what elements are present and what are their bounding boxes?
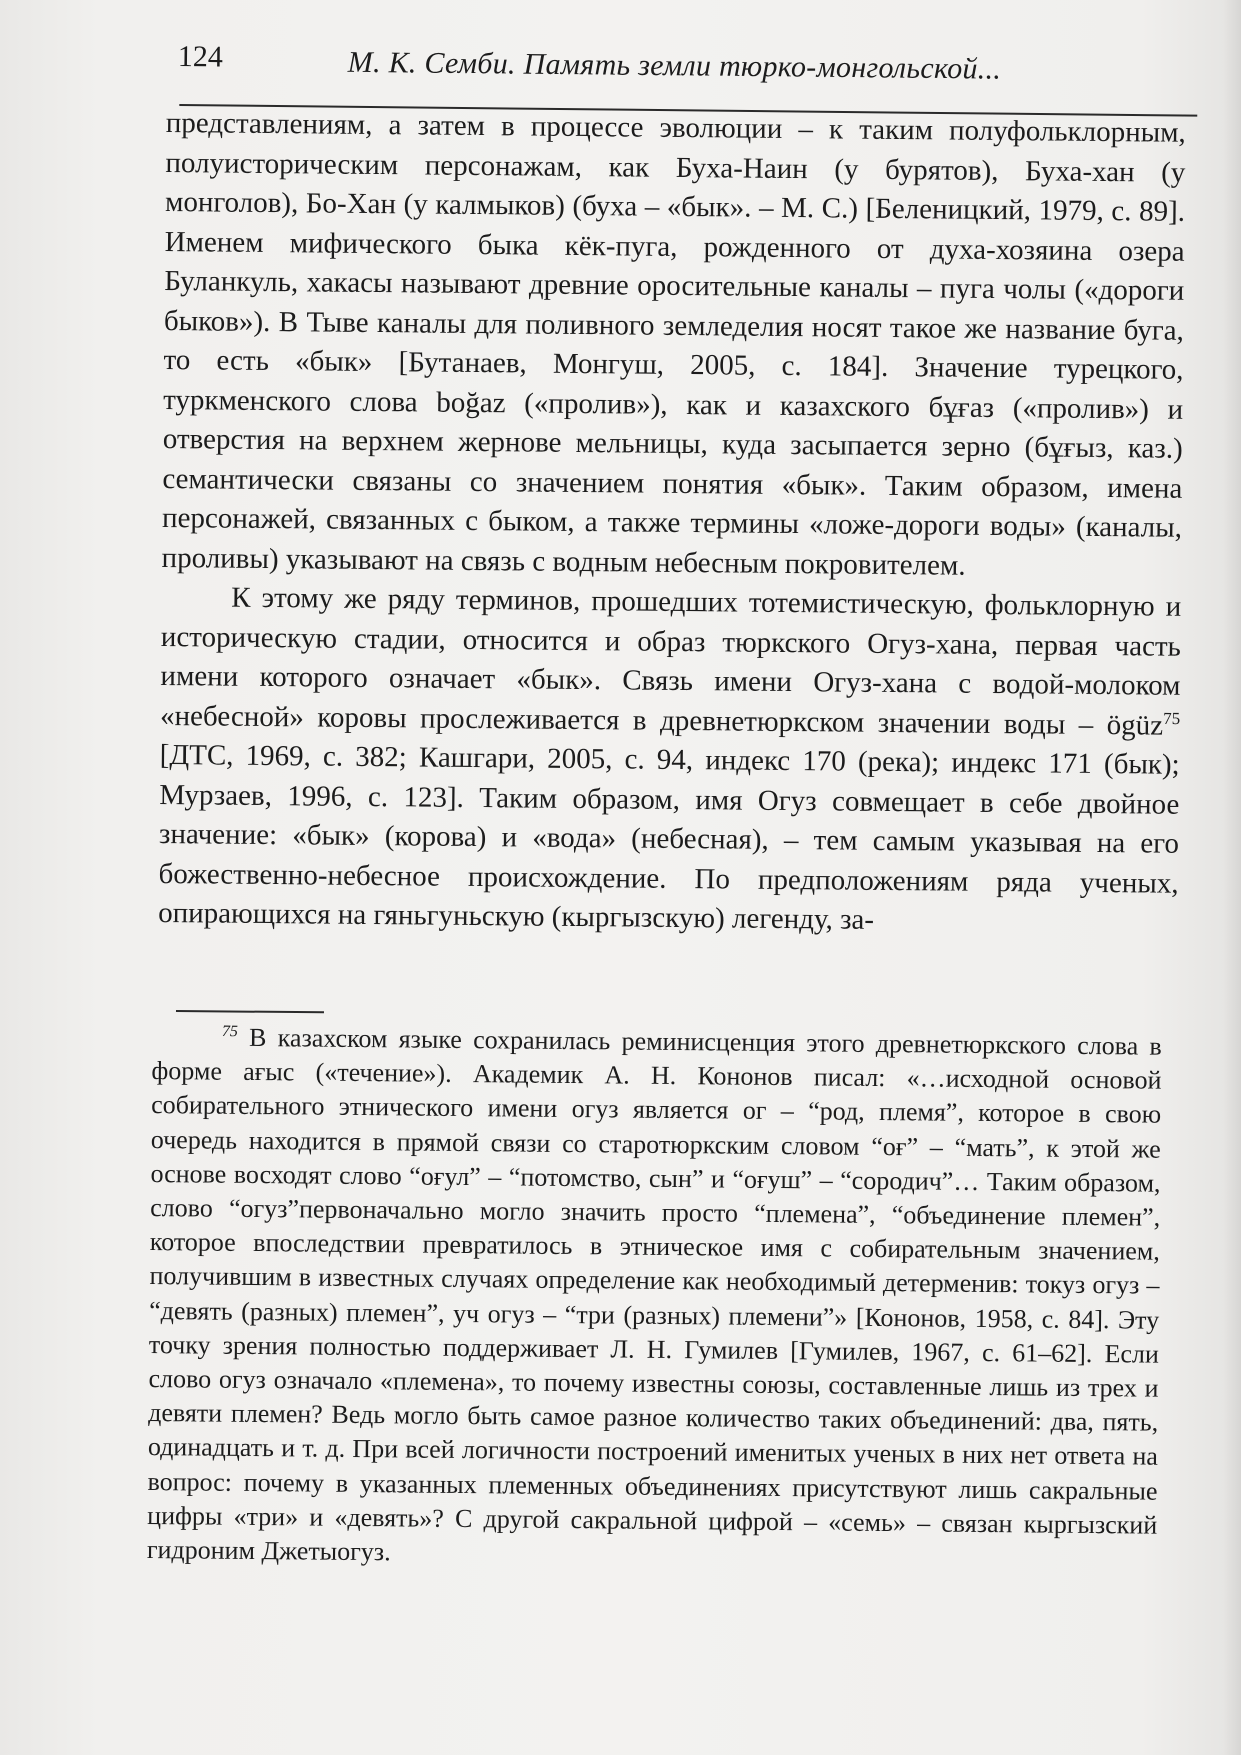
footnote-paragraph bbox=[147, 1020, 1162, 1577]
footnote-text: В казахском языке сохранилась реминисценция этого древнетюркского слова в форме ағыс («течение»). Академик А. Н. Кононов писал: «…исходной основой собирательного этнического имени огуз является ог – “род, племя”, которое в свою очередь находится в прямой связи со старотюркским словом “оғ” – “мать”, к этой же основе восходят слово “оғул” – “потомство, сын” и “оғуш” – “сородич”… Таким образом, слово “огуз”первоначально могло значить просто “племена”, “объединение племен”, которое впоследствии превратилось в этническое имя с собирательным значением, получившим в известных случаях определение как необходимый детерменив: токуз огуз – “девять (разных) племен”, уч огуз – “три (разных) племени”» [Кононов, 1958, с. 84]. Эту точку зрения полностью поддерживает Л. Н. Гумилев [Гумилев, 1967, с. 61–62]. Если слово огуз означало «племена», то почему известны союзы, составленные лишь из трех и девяти племен? Ведь могло быть самое разное количество таких объединений: два, пять, одинадцать и т. д. При всей логичности построений именитых ученых в них нет ответа на вопрос: почему в указанных племенных объединениях присутствуют лишь сакральные цифры «три» и «девять»? С другой сакральной цифрой – «семь» – связан кыргызский гидроним Джетыогуз. bbox=[146, 1022, 1162, 1567]
paragraph: представлениям, а затем в процессе эволюции – к таким полуфольклорным, полуисторическим персонажам, как Буха-Наин (у бурятов), Буха-хан (у монголов), Бо-Хан (у калмыков) (буха – «бык». – М. С.) [Беленицкий, 1979, с. 89]. Именем мифического быка кёк-пуга, рожденного от духа-хозяина озера Буланкуль, хакасы называют древние оросительные каналы – пуга чолы («дороги быков»). В Тыве каналы для поливного земледелия носят такое же название буга, то есть «бык» [Бутанаев, Монгуш, 2005, с. 184]. Значение турецкого, туркменского слова boğaz («пролив»), как и казахского бұғаз («пролив») и отверстия на верхнем жернове мельницы, куда засыпается зерно (бұғыз, каз.) семантически связаны со значением понятия «бык». Таким образом, имена персонажей, связанных с быком, а также термины «ложе-дороги воды» (каналы, проливы) указывают на связь с водным небесным покровителем. bbox=[161, 106, 1186, 582]
footnote-marker: 75 bbox=[221, 1023, 238, 1041]
page-number: 124 bbox=[177, 40, 223, 74]
footnote-reference[interactable]: 75 bbox=[1163, 708, 1181, 728]
paragraph-text: К этому же ряду терминов, прошедших тотемистическую, фольклорную и историческую стадии, относится и образ тюркского Огуз-хана, первая часть имени которого означает «бык». Связь имени Огуз-хана с водой-молоком «небесной» коровы прослеживается в древнетюркском значении воды – ögüz bbox=[159, 581, 1182, 742]
running-head: М. К. Семби. Память земли тюрко-монгольской... bbox=[347, 45, 1002, 86]
paragraph bbox=[158, 578, 1181, 943]
main-text bbox=[158, 104, 1186, 943]
paragraph-text: [ДТС, 1969, с. 382; Кашгари, 2005, с. 94, индекс 170 (река); индекс 171 (бык); Мурзаев, 1996, с. 123]. Таким образом, имя Огуз совмещает в себе двойное значение: «бык» (корова) и «вода» (небесная), – тем самым указывая на его божественно-небесное происхождение. По предположениям ряда ученых, опирающихся на гяньгуньскую (кыргызскую) легенду, за- bbox=[158, 738, 1180, 936]
page-edge-shadow bbox=[1223, 0, 1241, 1755]
footnote-separator bbox=[176, 1010, 324, 1013]
footnote bbox=[147, 1020, 1162, 1577]
